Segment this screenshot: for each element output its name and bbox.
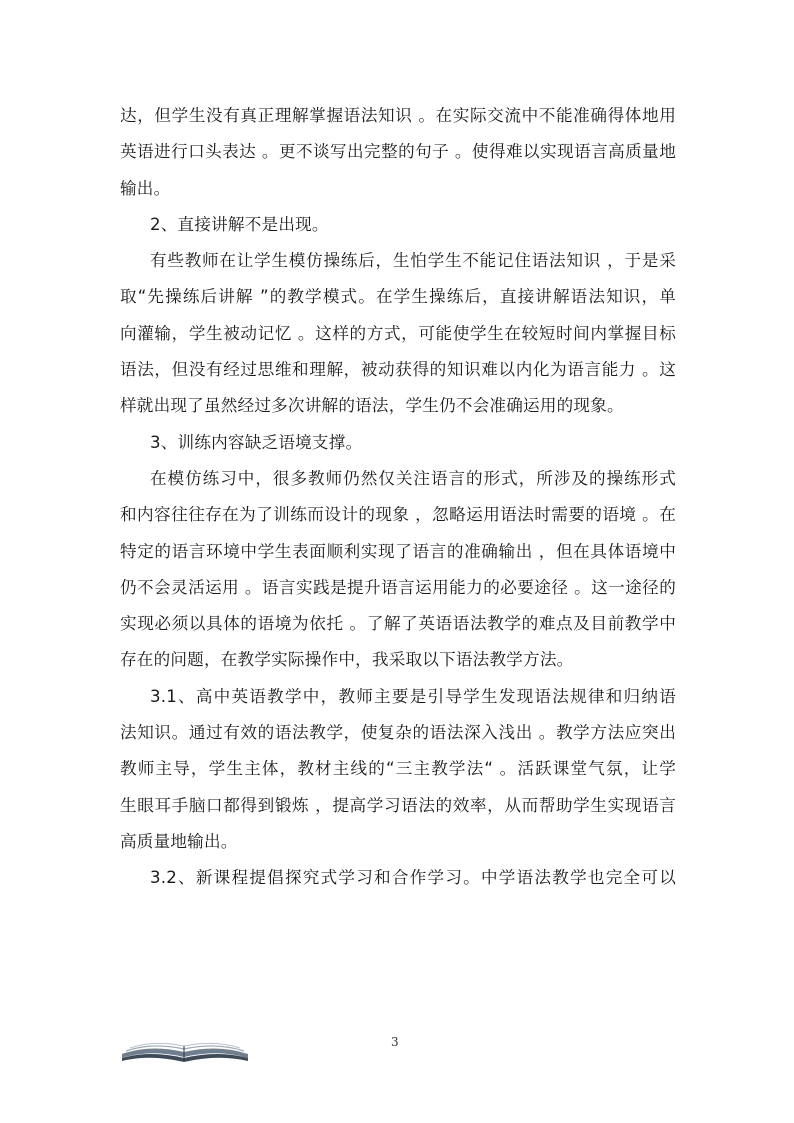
- text-line: 3.1、高中英语教学中，教师主要是引导学生发现语法规律和归纳语: [150, 686, 676, 706]
- text-line: 达，但学生没有真正理解掌握语法知识 。在实际交流中不能准确得体地用: [120, 106, 676, 125]
- text-line: 高质量地输出。: [120, 831, 238, 851]
- text-line: 实现必须以具体的语境为依托 。了解了英语语法教学的难点及目前教学中: [120, 614, 676, 634]
- text-line: 语法，但没有经过思维和理解，被动获得的知识难以内化为语言能力 。这: [120, 360, 676, 380]
- text-line: 英语进行口头表达 。更不谈写出完整的句子 。使得难以实现语言高质量地: [120, 142, 676, 162]
- text-line: 在模仿练习中，很多教师仍然仅关注语言的形式，所涉及的操练形式: [150, 468, 676, 488]
- text-line: 输出。: [120, 178, 171, 198]
- body-text: [120, 98, 676, 897]
- text-line: 2、直接讲解不是出现。: [150, 214, 329, 234]
- text-line: 特定的语言环境中学生表面顺利实现了语言的准确输出 ，但在具体语境中: [120, 541, 676, 561]
- text-line: 3、训练内容缺乏语境支撑。: [150, 432, 363, 452]
- text-line: 有些教师在让学生模仿操练后，生怕学生不能记住语法知识 ，于是采: [150, 251, 676, 271]
- text-line: 存在的问题，在教学实际操作中，我采取以下语法教学方法。: [120, 650, 574, 670]
- text-line: 向灌输，学生被动记忆 。这样的方式，可能使学生在较短时间内掌握目标: [120, 323, 676, 343]
- text-line: 法知识。通过有效的语法教学，使复杂的语法深入浅出 。教学方法应突出: [120, 723, 676, 743]
- text-line: 取“先操练后讲解 ”的教学模式。在学生操练后，直接讲解语法知识，单: [120, 287, 676, 307]
- text-line: 和内容往往存在为了训练而设计的现象 ，忽略运用语法时需要的语境 。在: [120, 505, 676, 525]
- open-book-icon: [120, 1036, 250, 1064]
- text-line: 3.2、新课程提倡探究式学习和合作学习。中学语法教学也完全可以: [150, 868, 676, 888]
- text-line: 样就出现了虽然经过多次讲解的语法，学生仍不会准确运用的现象。: [120, 396, 624, 416]
- text-line: 仍不会灵活运用 。语言实践是提升语言运用能力的必要途径 。这一途径的: [120, 577, 676, 597]
- text-line: 生眼耳手脑口都得到锻炼 ，提高学习语法的效率，从而帮助学生实现语言: [120, 795, 676, 815]
- text-line: 教师主导，学生主体，教材主线的“三主教学法“ 。活跃课堂气氛，让学: [120, 759, 676, 779]
- page-number: 3: [391, 1035, 399, 1049]
